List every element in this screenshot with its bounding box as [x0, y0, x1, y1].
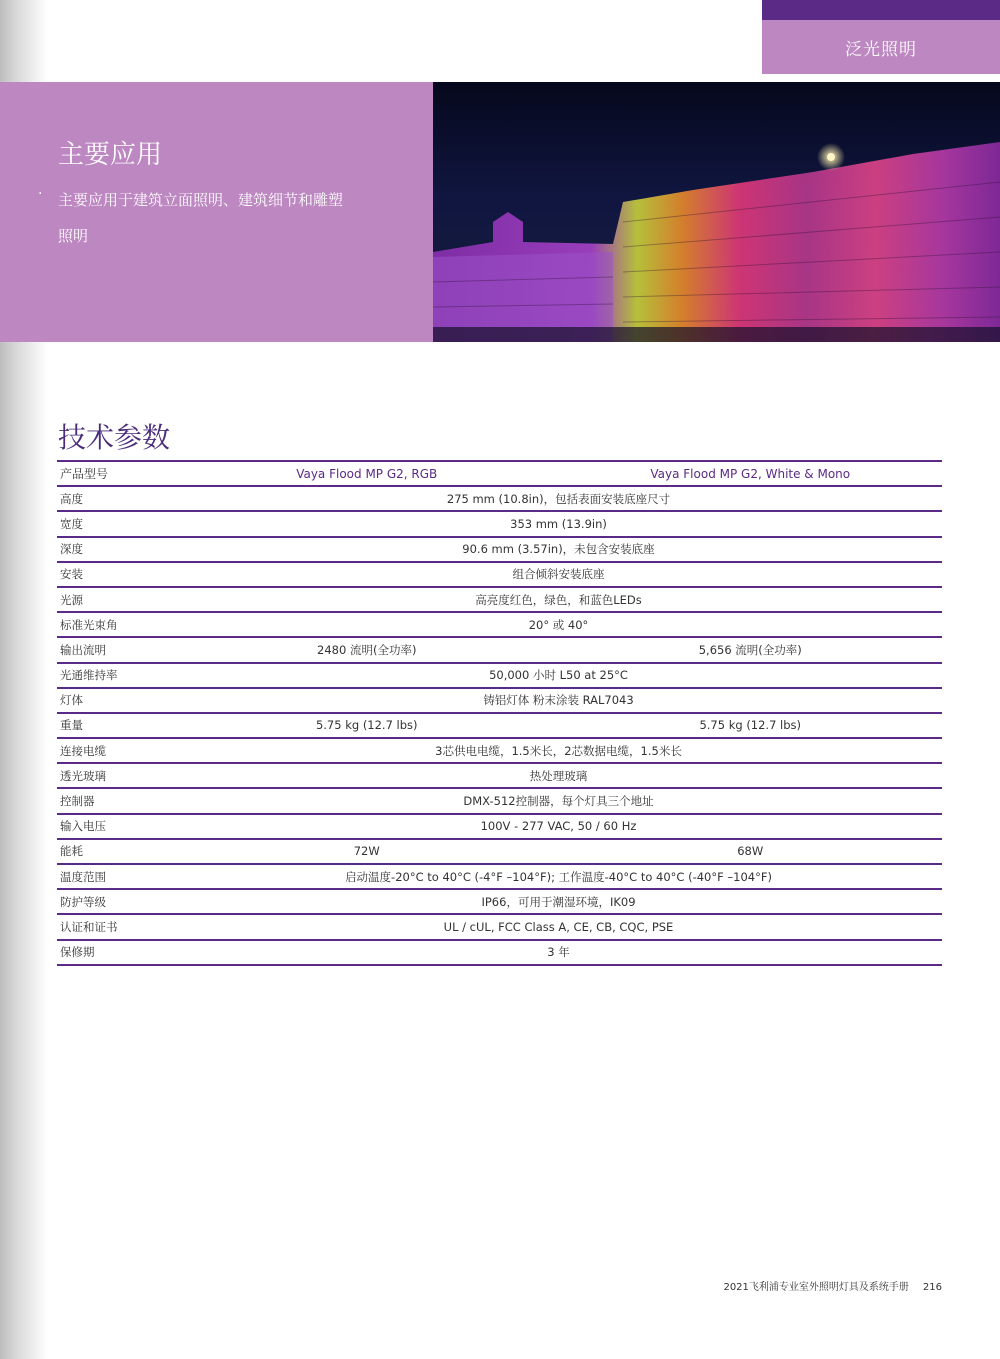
page-number: 216 [922, 1282, 942, 1293]
applications-text: 主要应用于建筑立面照明、建筑细节和雕塑照明 [58, 191, 344, 245]
applications-banner [0, 82, 433, 342]
row-value-col2: 5,656 流明(全功率) [559, 637, 943, 662]
row-label: 灯体 [57, 688, 175, 713]
row-label: 保修期 [57, 940, 175, 965]
row-label: 深度 [57, 537, 175, 562]
row-value: 100V - 277 VAC, 50 / 60 Hz [175, 814, 942, 839]
section-tab [762, 20, 1000, 74]
table-row [57, 738, 942, 763]
row-value: 热处理玻璃 [175, 763, 942, 788]
table-row [57, 889, 942, 914]
row-label: 防护等级 [57, 889, 175, 914]
specs-header-row [57, 461, 942, 486]
row-label: 透光玻璃 [57, 763, 175, 788]
row-label: 连接电缆 [57, 738, 175, 763]
row-value-col1: 72W [175, 839, 559, 864]
row-label: 控制器 [57, 788, 175, 813]
table-row [57, 940, 942, 965]
specs-table [57, 460, 942, 966]
specs-title: 技术参数 [58, 421, 171, 454]
row-label: 安装 [57, 562, 175, 587]
table-row [57, 788, 942, 813]
table-row [57, 612, 942, 637]
row-value: 275 mm (10.8in)，包括表面安装底座尺寸 [175, 486, 942, 511]
section-tab-label: 泛光照明 [845, 39, 917, 60]
row-value: 50,000 小时 L50 at 25°C [175, 663, 942, 688]
facade-lighting-photo [433, 82, 1000, 342]
row-label: 高度 [57, 486, 175, 511]
table-row [57, 839, 942, 864]
facade-photo-illustration [433, 82, 1000, 342]
row-value-col2: 68W [559, 839, 943, 864]
table-row [57, 713, 942, 738]
table-row [57, 914, 942, 939]
bullet-icon: · [38, 186, 43, 202]
row-value: DMX-512控制器，每个灯具三个地址 [175, 788, 942, 813]
page-footer [700, 1278, 942, 1293]
row-value: 高亮度红色，绿色，和蓝色LEDs [175, 587, 942, 612]
table-row [57, 663, 942, 688]
row-label: 温度范围 [57, 864, 175, 889]
row-value: 20° 或 40° [175, 612, 942, 637]
row-label: 输入电压 [57, 814, 175, 839]
row-value: IP66，可用于潮湿环境，IK09 [175, 889, 942, 914]
row-value: 90.6 mm (3.57in)，未包含安装底座 [175, 537, 942, 562]
row-value-col1: 5.75 kg (12.7 lbs) [175, 713, 559, 738]
applications-title: 主要应用 [58, 140, 163, 170]
table-row [57, 587, 942, 612]
table-row [57, 864, 942, 889]
row-label: 重量 [57, 713, 175, 738]
row-label: 能耗 [57, 839, 175, 864]
table-row [57, 562, 942, 587]
row-value: 组合倾斜安装底座 [175, 562, 942, 587]
row-label: 认证和证书 [57, 914, 175, 939]
row-label: 光源 [57, 587, 175, 612]
row-value-col2: 5.75 kg (12.7 lbs) [559, 713, 943, 738]
row-value: 3芯供电电缆，1.5米长，2芯数据电缆，1.5米长 [175, 738, 942, 763]
table-row [57, 763, 942, 788]
table-row [57, 637, 942, 662]
row-value-col1: 2480 流明(全功率) [175, 637, 559, 662]
row-value: 铸铝灯体 粉末涂装 RAL7043 [175, 688, 942, 713]
row-label: 输出流明 [57, 637, 175, 662]
row-label: 光通维持率 [57, 663, 175, 688]
table-row [57, 486, 942, 511]
table-row [57, 688, 942, 713]
table-row [57, 537, 942, 562]
row-label: 标准光束角 [57, 612, 175, 637]
catalog-title: 2021飞利浦专业室外照明灯具及系统手册 [723, 1282, 909, 1293]
row-value: 3 年 [175, 940, 942, 965]
row-value: 启动温度-20°C to 40°C (-4°F –104°F); 工作温度-40°C to 40°C (-40°F –104°F) [175, 864, 942, 889]
row-label: 宽度 [57, 511, 175, 536]
table-row [57, 511, 942, 536]
row-value: UL / cUL, FCC Class A, CE, CB, CQC, PSE [175, 914, 942, 939]
section-tab-bar [762, 0, 1000, 20]
row-value: 353 mm (13.9in) [175, 511, 942, 536]
table-row [57, 814, 942, 839]
row-label: 产品型号 [57, 461, 175, 486]
model-white-mono: Vaya Flood MP G2, White & Mono [559, 461, 943, 486]
model-rgb: Vaya Flood MP G2, RGB [175, 461, 559, 486]
